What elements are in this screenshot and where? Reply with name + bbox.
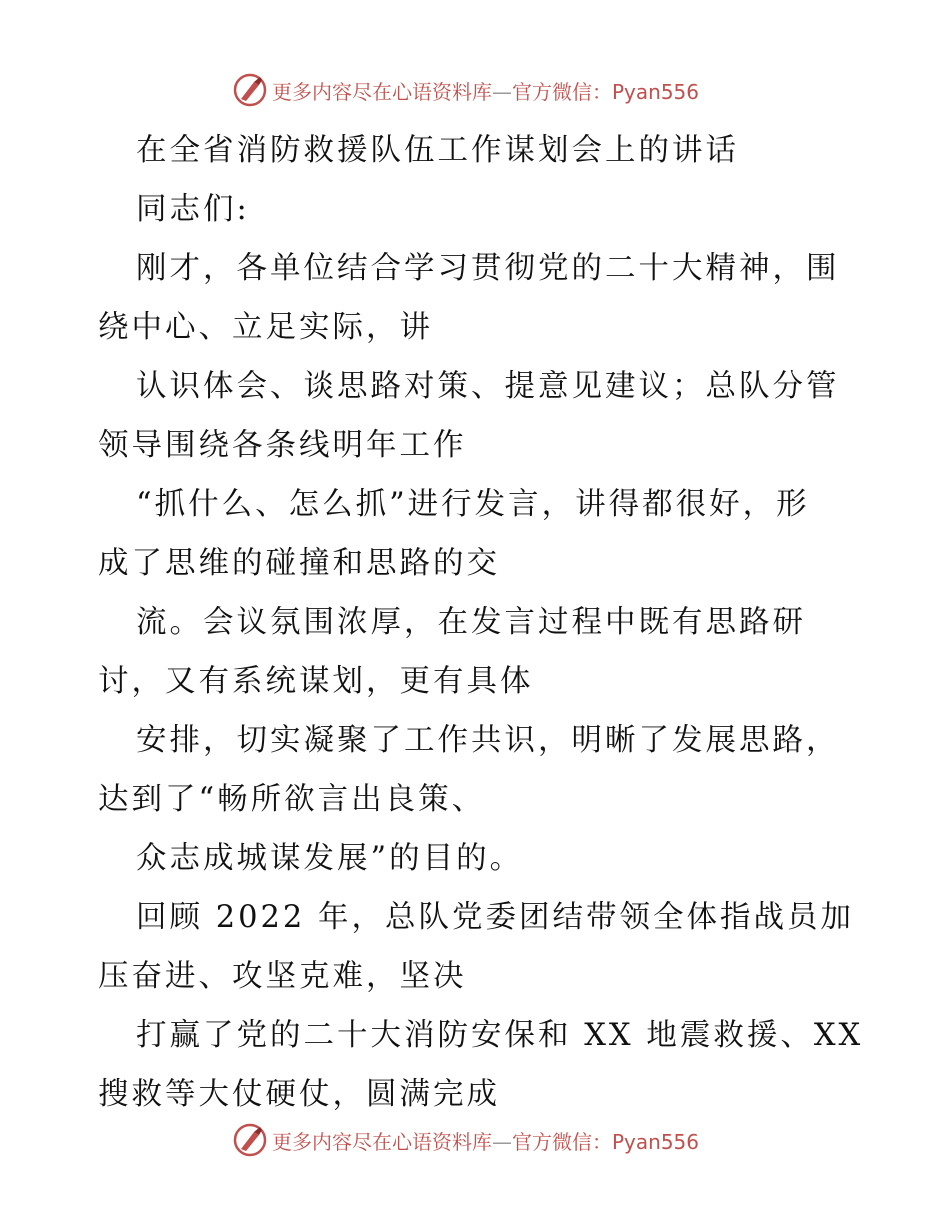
footer-banner-tail: 官方微信：Pyan556 bbox=[512, 1129, 700, 1154]
paragraph-line: 刚才，各单位结合学习贯彻党的二十大精神，围 bbox=[136, 251, 840, 286]
header-banner-separator: — bbox=[492, 79, 512, 104]
paragraph-line: 众志成城谋发展”的目的。 bbox=[136, 841, 524, 876]
quill-logo-icon bbox=[232, 1122, 268, 1158]
paragraph-line: 搜救等大仗硬仗，圆满完成 bbox=[98, 1077, 500, 1112]
paragraph-line: 回顾 2022 年，总队党委团结带领全体指战员加 bbox=[136, 900, 855, 935]
document-body bbox=[98, 121, 864, 1124]
paragraph-line: 打赢了党的二十大消防安保和 XX 地震救援、XX bbox=[136, 1018, 864, 1053]
footer-watermark-banner bbox=[232, 1120, 699, 1160]
header-watermark-banner bbox=[232, 70, 699, 110]
paragraph-line: 认识体会、谈思路对策、提意见建议；总队分管 bbox=[136, 369, 840, 404]
document-title: 在全省消防救援队伍工作谋划会上的讲话 bbox=[136, 133, 739, 168]
paragraph-line: 成了思维的碰撞和思路的交 bbox=[98, 546, 500, 581]
footer-banner-separator: — bbox=[492, 1129, 512, 1154]
paragraph-line: 讨，又有系统谋划，更有具体 bbox=[98, 664, 534, 699]
footer-banner-text bbox=[272, 1126, 699, 1155]
paragraph-line: 安排，切实凝聚了工作共识，明晰了发展思路， bbox=[136, 723, 840, 758]
paragraph-line: “抓什么、怎么抓”进行发言，讲得都很好，形 bbox=[136, 487, 810, 522]
header-banner-tail: 官方微信：Pyan556 bbox=[512, 79, 700, 104]
paragraph-line: 达到了“畅所欲言出良策、 bbox=[98, 782, 486, 817]
paragraph-line: 压奋进、攻坚克难，坚决 bbox=[98, 959, 467, 994]
quill-logo-icon bbox=[232, 72, 268, 108]
footer-banner-main: 更多内容尽在心语资料库 bbox=[272, 1129, 492, 1154]
paragraph-line: 流。会议氛围浓厚，在发言过程中既有思路研 bbox=[136, 605, 806, 640]
paragraph-line: 领导围绕各条线明年工作 bbox=[98, 428, 467, 463]
salutation: 同志们: bbox=[136, 192, 250, 227]
header-banner-text bbox=[272, 76, 699, 105]
paragraph-line: 绕中心、立足实际，讲 bbox=[98, 310, 433, 345]
header-banner-main: 更多内容尽在心语资料库 bbox=[272, 79, 492, 104]
